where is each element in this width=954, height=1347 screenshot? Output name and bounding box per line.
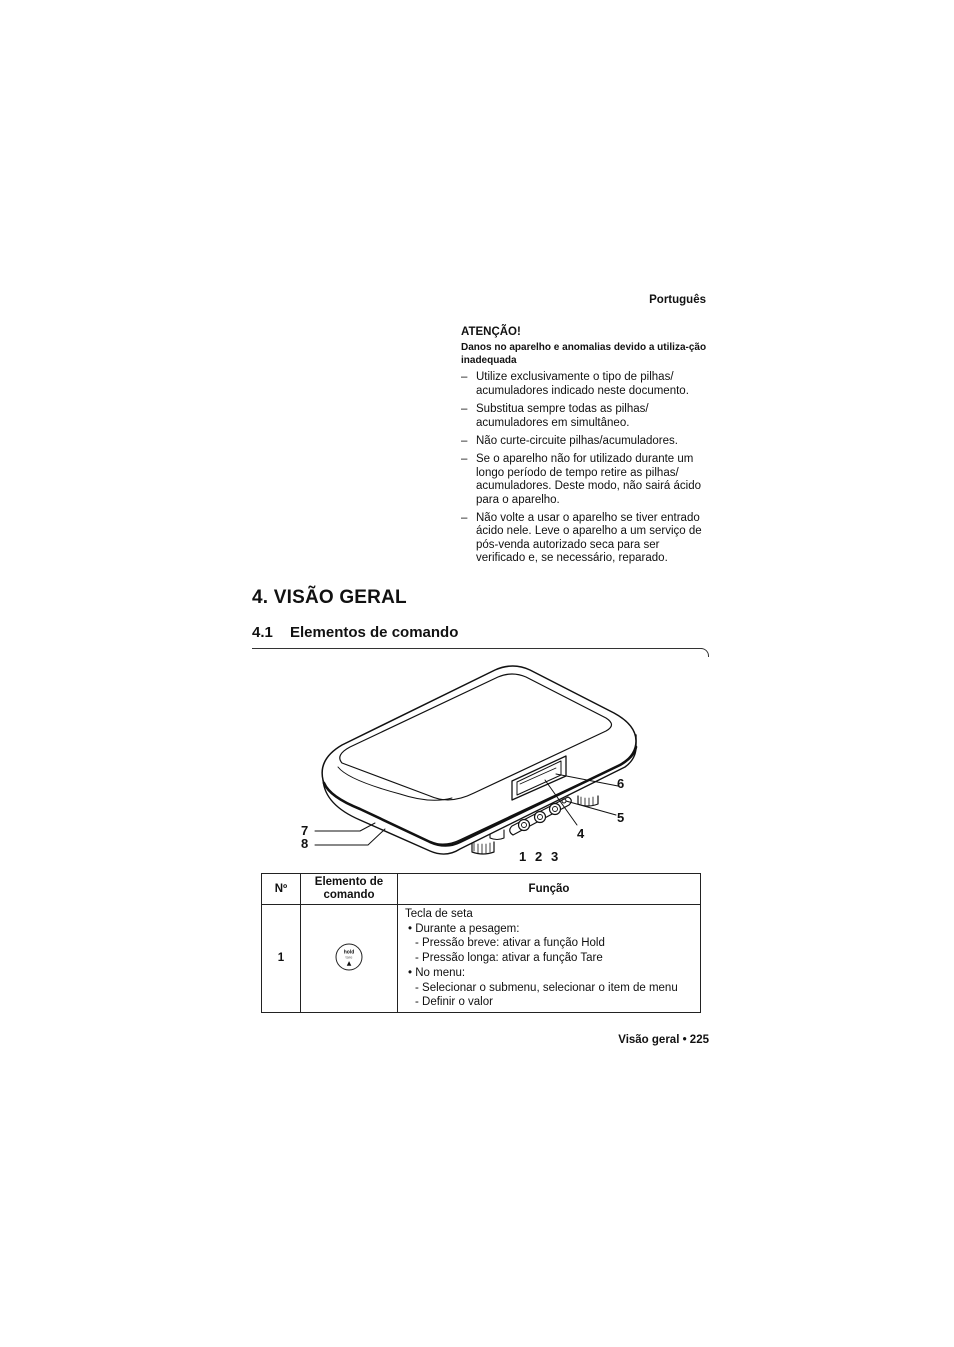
callout-leader-7 [315,823,375,831]
control-button-1 [519,820,530,831]
list-item [461,453,711,507]
control-button-3 [550,804,561,815]
table-row [262,905,701,1013]
list-item [461,512,711,566]
function-line: - Definir o valor [415,996,493,1009]
dash-bullet: – [461,512,468,525]
callout-label-8: 8 [301,836,309,851]
row-number: 1 [262,905,301,1013]
warning-subtitle: Danos no aparelho e anomalias devido a utiliza-ção inadequada [461,342,707,367]
dash-bullet: – [461,403,468,416]
device-illustration [290,655,650,865]
dash-bullet: – [461,371,468,384]
table-header-row [262,874,701,905]
callout-label-1: 1 [519,849,527,864]
list-item [461,371,711,398]
device-foot [472,842,494,854]
subsection-number: 4.1 [252,624,273,641]
function-line: - Pressão longa: ativar a função Tare [415,952,603,965]
callout-label-7: 7 [301,823,309,838]
callout-label-6: 6 [617,776,625,791]
heading-rule [252,648,702,649]
callout-label-3: 3 [551,849,559,864]
callout-label-4: 4 [577,826,585,841]
warning-block [461,326,711,571]
subsection-title: Elementos de comando [290,624,459,641]
row-function-cell [398,905,701,1013]
column-header-element: Elemento de comando [301,874,398,905]
subsection-heading [252,624,458,641]
callout-label-5: 5 [617,810,625,825]
column-header-function: Função [398,874,701,905]
device-foot [578,796,598,806]
page-language-label: Português [649,294,706,306]
controls-table [261,873,701,1013]
list-item-text: Não volte a usar o aparelho se tiver entrado ácido nele. Leve o aparelho a um serviço de pós-venda autorizado seca para ser verificado e, se necessário, reparado. [476,512,702,565]
dash-bullet: – [461,453,468,466]
tare-label: tare [345,954,353,960]
warning-title: ATENÇÃO! [461,326,521,338]
hold-tare-up-button-icon [334,942,364,972]
function-line: • No menu: [408,966,466,979]
list-item-text: Substitua sempre todas as pilhas/ acumuladores em simultâneo. [476,403,649,429]
row-element-cell [301,905,398,1013]
list-item [461,403,711,430]
list-item-text: Não curte-circuite pilhas/acumuladores. [476,435,678,448]
section-heading: 4. VISÃO GERAL [252,587,407,608]
dash-bullet: – [461,435,468,448]
list-item [461,435,711,448]
up-arrow-icon: ▲ [346,959,352,967]
callout-label-2: 2 [535,849,543,864]
function-line: • Durante a pesagem: [408,922,520,935]
hold-label: hold [343,949,355,956]
function-line: Tecla de seta [405,908,473,920]
function-line: - Selecionar o submenu, selecionar o item de menu [415,981,678,994]
function-line: - Pressão breve: ativar a função Hold [415,937,605,950]
heading-rule-end [700,648,709,657]
control-button-2 [535,812,546,823]
warning-list [461,371,711,565]
column-header-no: Nº [262,874,301,905]
list-item-text: Utilize exclusivamente o tipo de pilhas/ acumuladores indicado neste documento. [476,371,689,397]
list-item-text: Se o aparelho não for utilizado durante um longo período de tempo retire as pilhas/ acumuladores. Deste modo, não sairá ácido para o aparelho. [476,453,702,506]
page-footer: Visão geral • 225 [618,1034,709,1046]
